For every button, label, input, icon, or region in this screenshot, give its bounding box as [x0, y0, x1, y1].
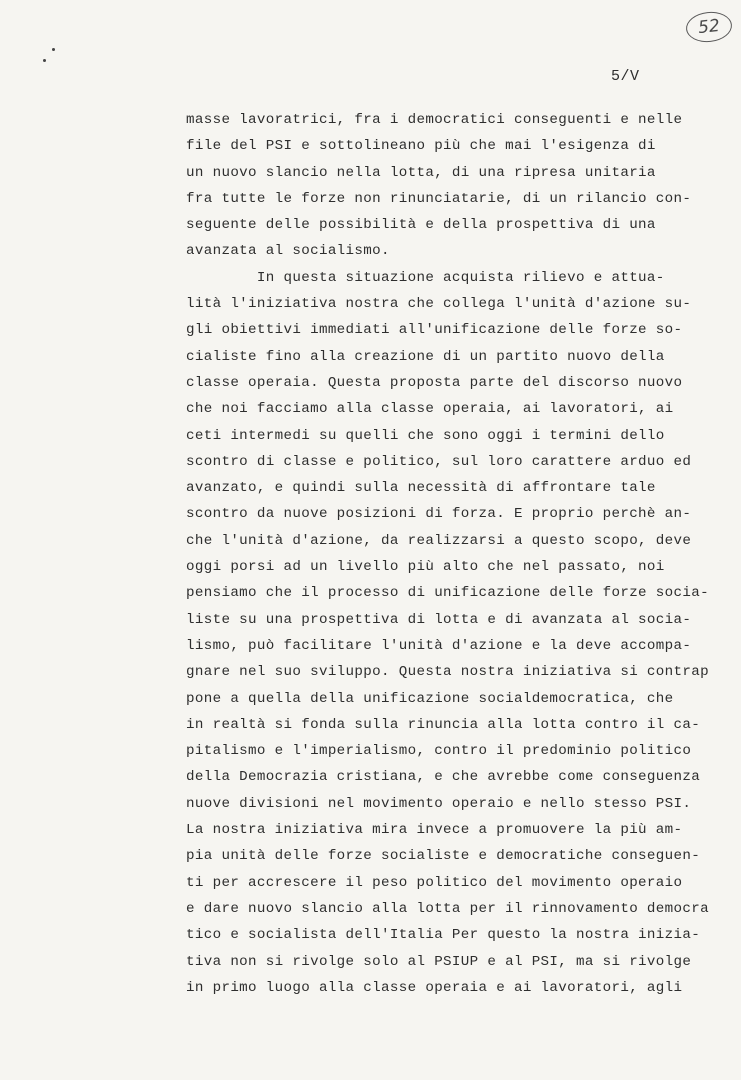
text-line: pensiamo che il processo di unificazione delle forze socia- — [186, 585, 709, 602]
text-line: scontro di classe e politico, sul loro carattere arduo ed — [186, 453, 692, 470]
text-line: La nostra iniziativa mira invece a promuovere la più am- — [186, 822, 683, 839]
text-line: lismo, può facilitare l'unità d'azione e la deve accompa- — [186, 637, 692, 654]
text-line: seguente delle possibilità e della prospettiva di una — [186, 217, 656, 234]
text-line: nuove divisioni nel movimento operaio e nello stesso PSI. — [186, 795, 692, 812]
text-line: avanzata al socialismo. — [186, 243, 390, 260]
text-line: della Democrazia cristiana, e che avrebbe come conseguenza — [186, 769, 701, 786]
text-line: che l'unità d'azione, da realizzarsi a questo scopo, deve — [186, 532, 692, 549]
text-line: pia unità delle forze socialiste e democratiche conseguen- — [186, 848, 701, 865]
text-line: lità l'iniziativa nostra che collega l'unità d'azione su- — [186, 296, 692, 313]
page-reference: 5/V — [611, 68, 640, 85]
text-line: fra tutte le forze non rinunciatarie, di un rilancio con- — [186, 190, 692, 207]
ink-speck — [52, 48, 55, 51]
typewritten-text — [186, 107, 709, 1001]
text-line: e dare nuovo slancio alla lotta per il rinnovamento democra — [186, 900, 709, 917]
text-line: un nuovo slancio nella lotta, di una ripresa unitaria — [186, 164, 656, 181]
text-line: in primo luogo alla classe operaia e ai lavoratori, agli — [186, 979, 683, 996]
text-line: ceti intermedi su quelli che sono oggi i termini dello — [186, 427, 665, 444]
ink-speck — [43, 59, 46, 62]
text-line: gnare nel suo sviluppo. Questa nostra iniziativa si contrap — [186, 664, 709, 681]
text-line: scontro da nuove posizioni di forza. E proprio perchè an- — [186, 506, 692, 523]
archive-page-number: 52 — [685, 10, 734, 45]
text-line: tiva non si rivolge solo al PSIUP e al PSI, ma si rivolge — [186, 953, 692, 970]
text-line: file del PSI e sottolineano più che mai l'esigenza di — [186, 138, 656, 155]
text-line: pone a quella della unificazione socialdemocratica, che — [186, 690, 674, 707]
text-line: pitalismo e l'imperialismo, contro il predominio politico — [186, 743, 692, 760]
text-line: classe operaia. Questa proposta parte del discorso nuovo — [186, 374, 683, 391]
text-line: che noi facciamo alla classe operaia, ai lavoratori, ai — [186, 401, 674, 418]
text-line: cialiste fino alla creazione di un partito nuovo della — [186, 348, 665, 365]
text-line: tico e socialista dell'Italia Per questo la nostra inizia- — [186, 927, 701, 944]
text-line: In questa situazione acquista rilievo e attua- — [186, 269, 665, 286]
text-line: ti per accrescere il peso politico del movimento operaio — [186, 874, 683, 891]
text-line: avanzato, e quindi sulla necessità di affrontare tale — [186, 480, 656, 497]
text-line: oggi porsi ad un livello più alto che nel passato, noi — [186, 559, 665, 576]
text-line: liste su una prospettiva di lotta e di avanzata al socia- — [186, 611, 692, 628]
text-line: gli obiettivi immediati all'unificazione delle forze so- — [186, 322, 683, 339]
text-line: masse lavoratrici, fra i democratici conseguenti e nelle — [186, 112, 683, 128]
text-line: in realtà si fonda sulla rinuncia alla lotta contro il ca- — [186, 716, 701, 733]
